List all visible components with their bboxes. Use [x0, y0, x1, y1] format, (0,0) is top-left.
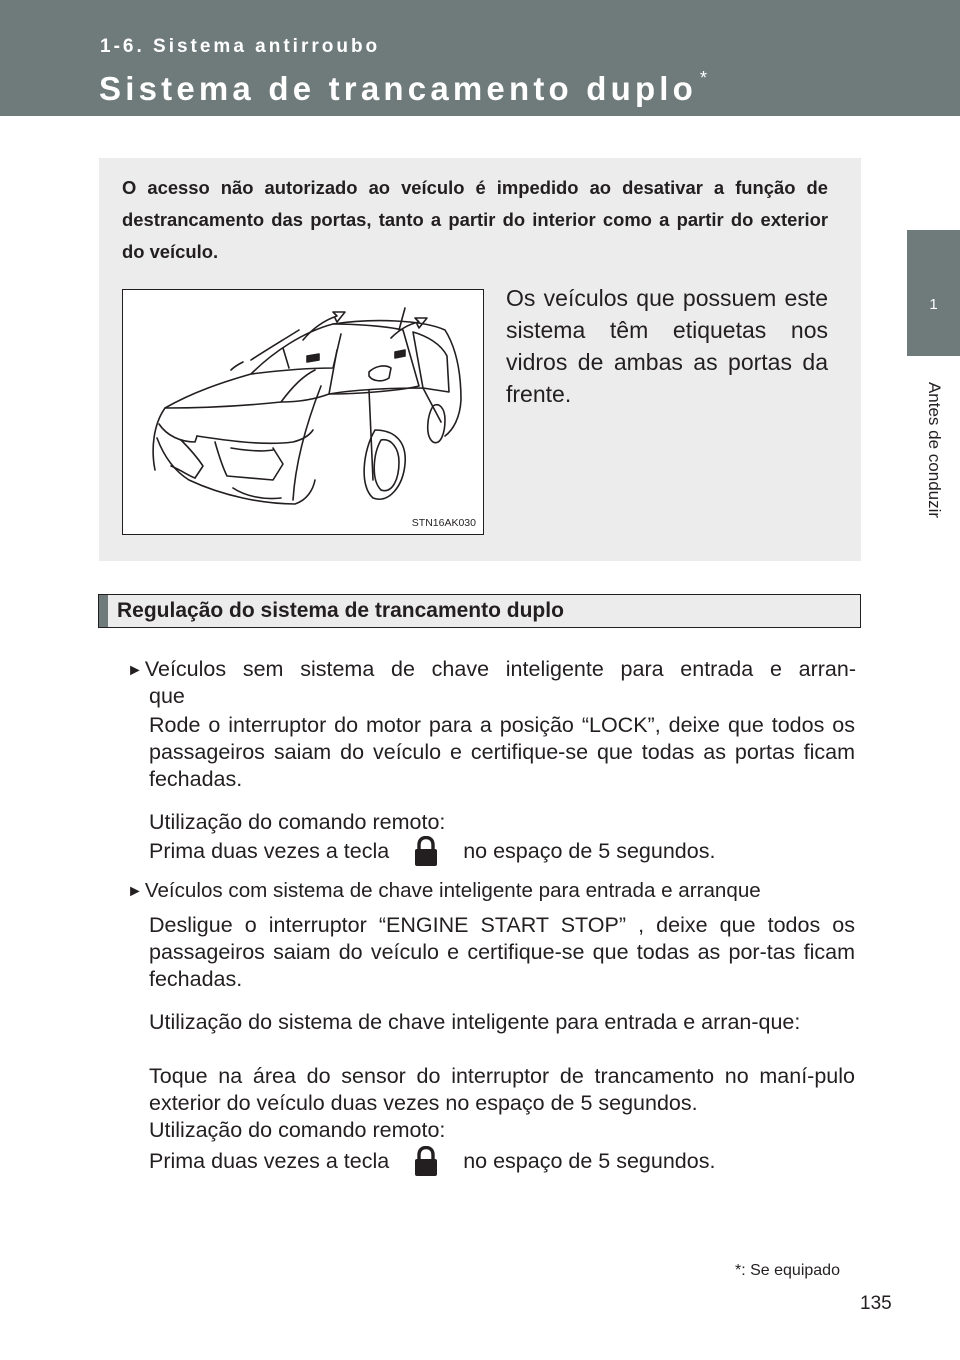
page-number: 135: [860, 1293, 892, 1314]
block2-instruction: Desligue o interruptor “ENGINE START STOP” , deixe que todos os passageiros saiam do veículo e certifique-se que todas as por-tas ficam fechadas.: [149, 913, 855, 991]
lock-icon: [413, 1146, 439, 1176]
block2-remote-label: Utilização do comando remoto:: [149, 1118, 446, 1142]
block1-press-before: Prima duas vezes a tecla: [149, 839, 390, 863]
block2-title: [127, 877, 856, 905]
chapter-label: Antes de conduzir: [925, 381, 944, 519]
section-heading-text: Regulação do sistema de trancamento duplo: [117, 599, 564, 622]
block1-instruction: Rode o interruptor do motor para a posição “LOCK”, deixe que todos os passageiros saiam do veículo e certifique-se que todas as portas ficam fechadas.: [149, 713, 855, 791]
block1-remote-label: Utilização do comando remoto:: [149, 810, 446, 834]
chapter-number: 1: [929, 296, 938, 313]
block1-title-line2: que: [149, 684, 185, 708]
car-drawing: [123, 290, 485, 536]
chapter-tab: [907, 230, 960, 356]
footnote: *: Se equipado: [735, 1262, 840, 1279]
lock-icon: [413, 836, 439, 866]
label-note: Os veículos que possuem este sistema têm etiquetas nos vidros de ambas as portas da frente.: [506, 285, 828, 407]
page-title: [99, 70, 711, 108]
page-title-text: Sistema de trancamento duplo: [99, 70, 698, 107]
heading-accent-bar: [99, 595, 108, 627]
chapter-header: [0, 0, 960, 116]
block2-press-instruction: [149, 1146, 855, 1176]
block2-smart-label: Utilização do sistema de chave inteligente para entrada e arran-que:: [149, 1010, 801, 1034]
block2-smart-text: Toque na área do sensor do interruptor de trancamento no maní-pulo exterior do veículo duas vezes no espaço de 5 segundos.: [149, 1064, 855, 1115]
block1-title-line1: Veículos sem sistema de chave inteligente para entrada e arran-: [144, 657, 856, 681]
block1-press-instruction: [149, 836, 855, 866]
equipped-mark: *: [700, 68, 712, 88]
bullet-triangle-icon: ►: [127, 662, 143, 679]
block1-title: [127, 656, 856, 684]
intro-summary: O acesso não autorizado ao veículo é impedido ao desativar a função de destrancamento das portas, tanto a partir do interior como a partir do exterior do veículo.: [122, 177, 828, 262]
bullet-triangle-icon: ►: [127, 883, 143, 900]
block2-press-after: no espaço de 5 segundos.: [463, 1149, 716, 1173]
car-illustration: [122, 289, 484, 535]
figure-code: STN16AK030: [411, 517, 476, 529]
section-label: 1-6. Sistema antirroubo: [100, 36, 381, 57]
block1-press-after: no espaço de 5 segundos.: [463, 839, 716, 863]
block2-press-before: Prima duas vezes a tecla: [149, 1149, 390, 1173]
section-heading: [98, 594, 861, 628]
block2-title-text: Veículos com sistema de chave inteligente para entrada e arranque: [144, 879, 761, 902]
